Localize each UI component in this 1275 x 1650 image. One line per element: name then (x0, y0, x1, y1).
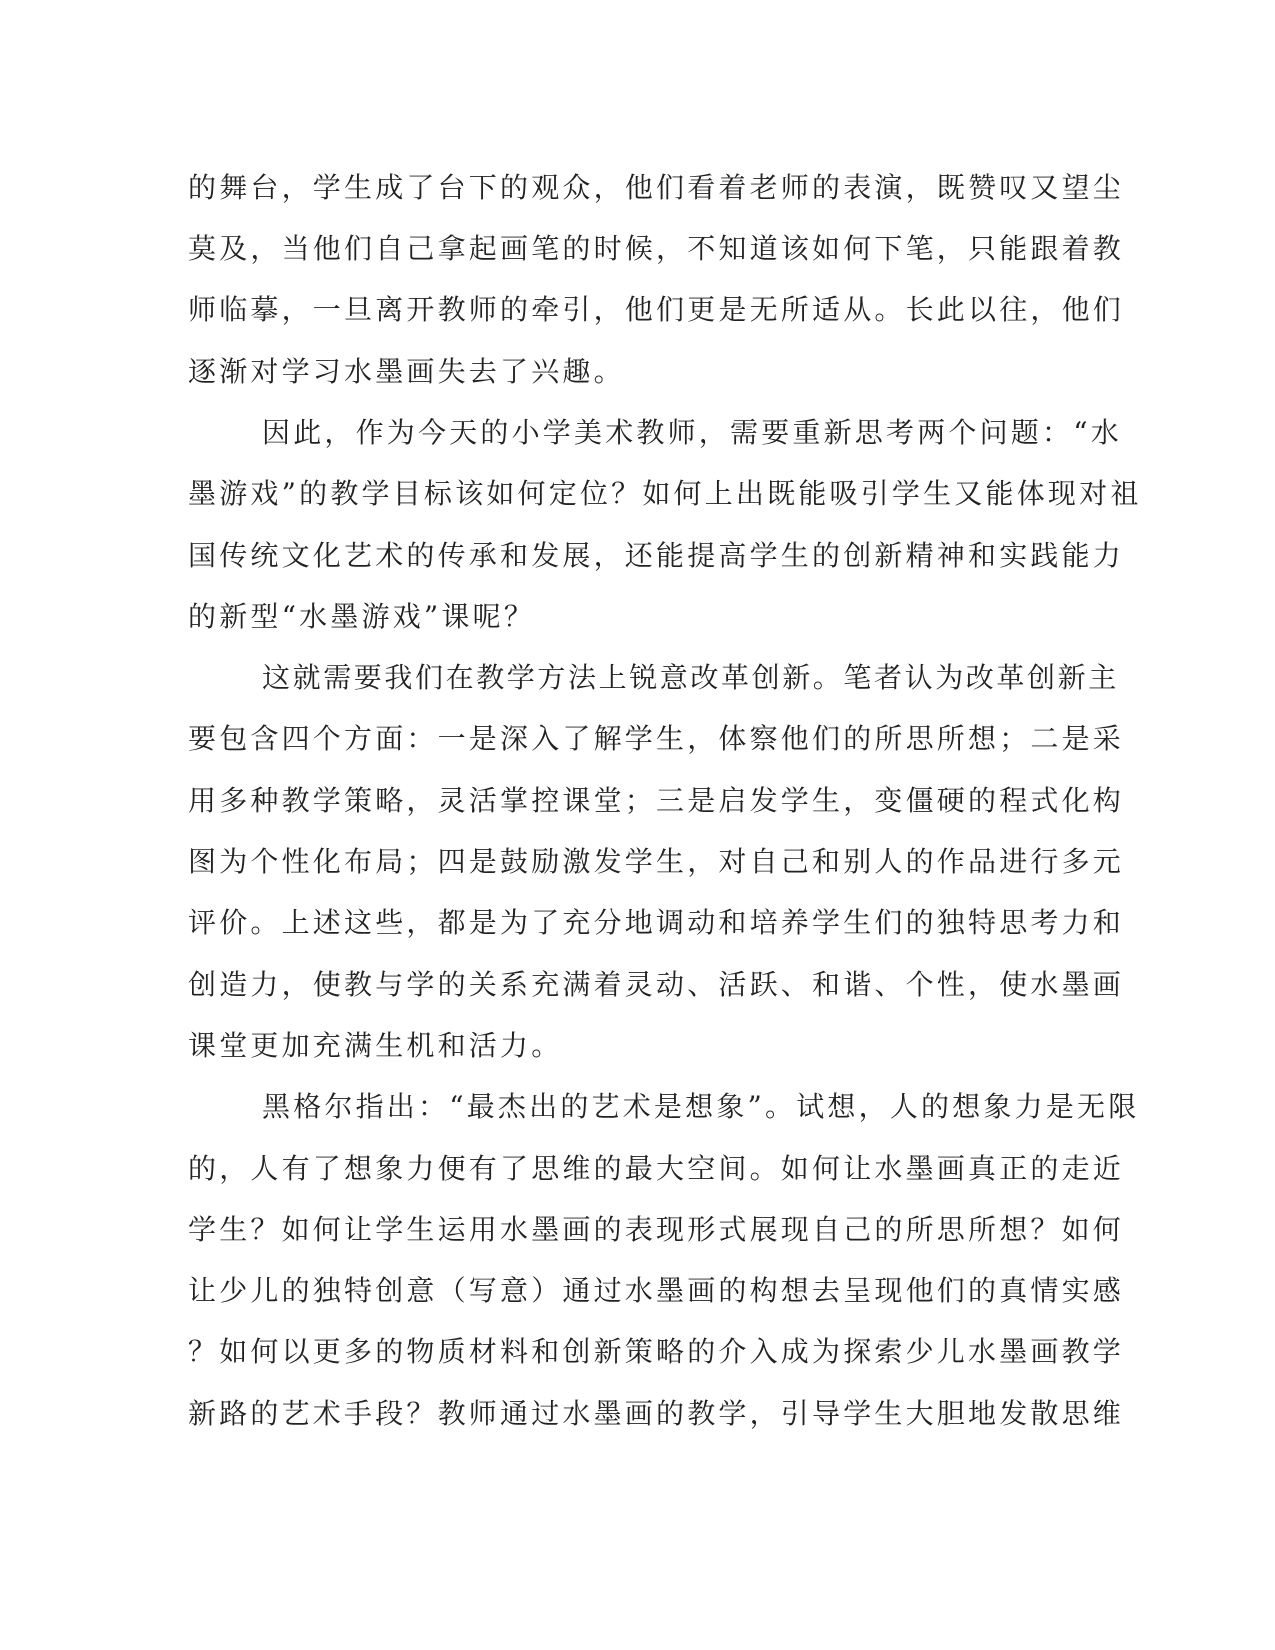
text-line: 国传统文化艺术的传承和发展，还能提高学生的创新精神和实践能力 (188, 539, 1125, 572)
text-line: 墨游戏”的教学目标该如何定位？如何上出既能吸引学生又能体现对祖 (188, 477, 1142, 510)
text-line: 的，人有了想象力便有了思维的最大空间。如何让水墨画真正的走近 (188, 1152, 1125, 1185)
text-line: 莫及，当他们自己拿起画笔的时候，不知道该如何下笔，只能跟着教 (188, 232, 1125, 265)
text-line: 评价。上述这些，都是为了充分地调动和培养学生们的独特思考力和 (188, 906, 1125, 939)
text-line: 的新型“水墨游戏”课呢？ (188, 600, 536, 633)
paragraph-start-line: 这就需要我们在教学方法上锐意改革创新。笔者认为改革创新主 (262, 661, 1119, 694)
paragraph-start-line: 黑格尔指出：“最杰出的艺术是想象”。试想，人的想象力是无限 (262, 1090, 1140, 1123)
text-line: 让少儿的独特创意（写意）通过水墨画的构想去呈现他们的真情实感 (188, 1274, 1125, 1307)
text-line: 学生？如何让学生运用水墨画的表现形式展现自己的所思所想？如何 (188, 1213, 1125, 1246)
text-line: ？如何以更多的物质材料和创新策略的介入成为探索少儿水墨画教学 (188, 1335, 1125, 1368)
text-line: 课堂更加充满生机和活力。 (188, 1029, 563, 1062)
text-line: 逐渐对学习水墨画失去了兴趣。 (188, 355, 625, 388)
text-line: 用多种教学策略，灵活掌控课堂；三是启发学生，变僵硬的程式化构 (188, 784, 1125, 817)
text-line: 创造力，使教与学的关系充满着灵动、活跃、和谐、个性，使水墨画 (188, 968, 1125, 1001)
text-line: 新路的艺术手段？教师通过水墨画的教学，引导学生大胆地发散思维 (188, 1397, 1125, 1430)
text-line: 要包含四个方面：一是深入了解学生，体察他们的所思所想；二是采 (188, 722, 1125, 755)
text-line: 的舞台，学生成了台下的观众，他们看着老师的表演，既赞叹又望尘 (188, 171, 1125, 204)
paragraph-start-line: 因此，作为今天的小学美术教师，需要重新思考两个问题：“水 (262, 416, 1122, 449)
text-line: 师临摹，一旦离开教师的牵引，他们更是无所适从。长此以往，他们 (188, 293, 1125, 326)
text-line: 图为个性化布局；四是鼓励激发学生，对自己和别人的作品进行多元 (188, 845, 1125, 878)
